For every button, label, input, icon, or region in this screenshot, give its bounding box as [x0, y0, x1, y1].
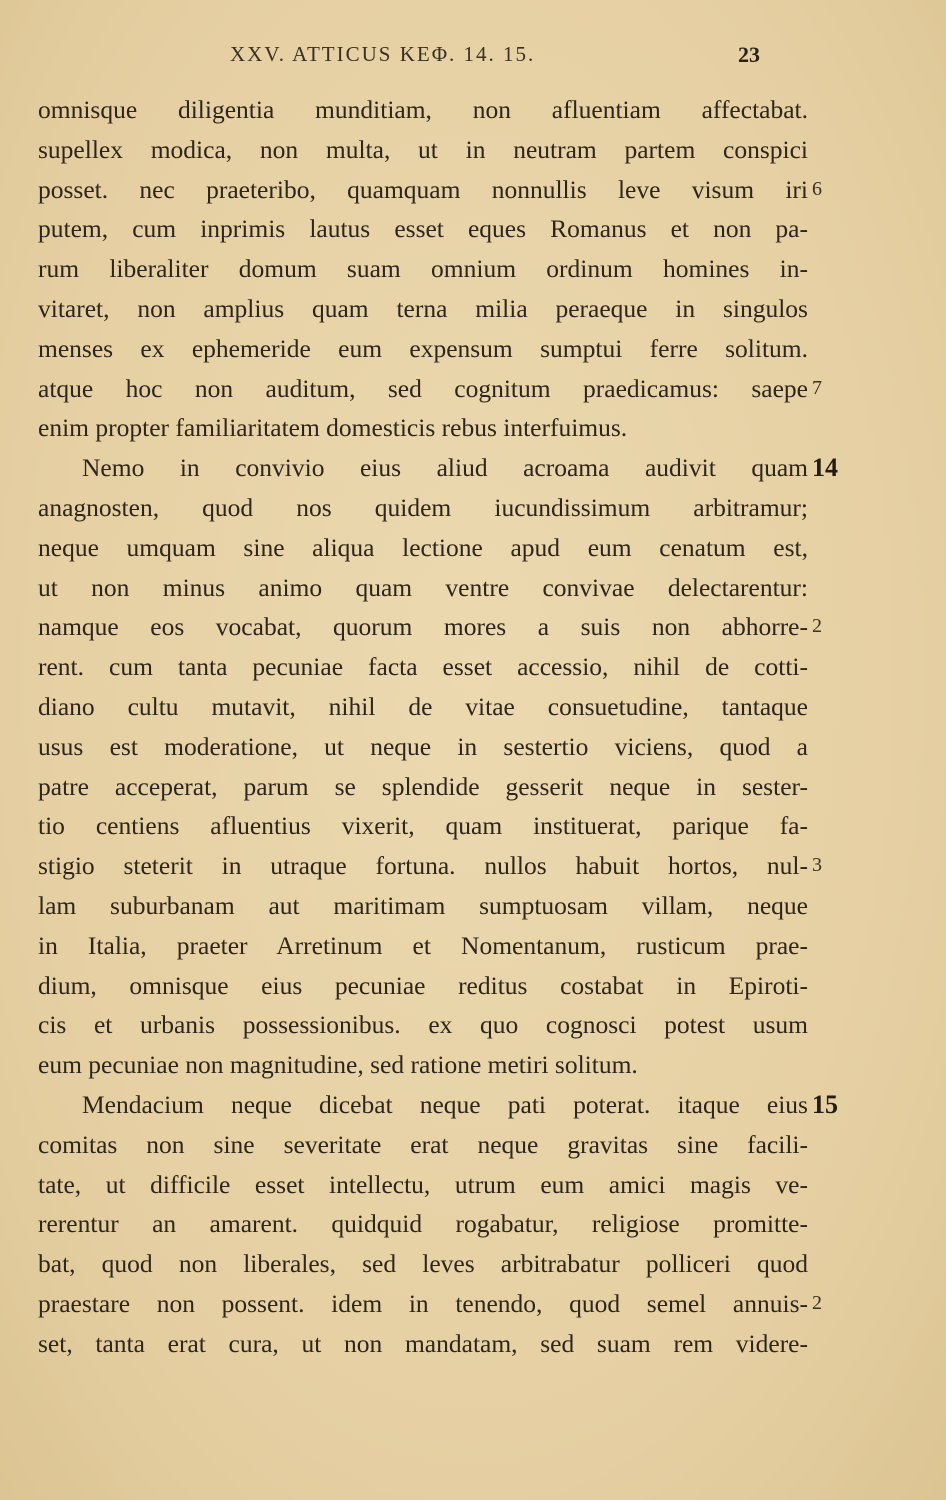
text-line	[38, 886, 808, 926]
line-text: usus est moderatione, ut neque in sestertio viciens, quod a	[38, 731, 808, 761]
text-line	[38, 806, 808, 846]
text-line	[38, 1125, 808, 1165]
section-number: 6	[812, 177, 822, 200]
line-text: dium, omnisque eius pecuniae reditus costabat in Epiroti-	[38, 970, 808, 1000]
line-text: posset. nec praeteribo, quamquam nonnullis leve visum iri	[38, 174, 808, 204]
text-line	[38, 926, 808, 966]
text-line	[38, 130, 808, 170]
line-text: diano cultu mutavit, nihil de vitae consuetudine, tantaque	[38, 691, 808, 721]
line-text: set, tanta erat cura, ut non mandatam, sed suam rem videre-	[38, 1328, 808, 1358]
line-text: tio centiens afluentius vixerit, quam instituerat, parique fa-	[38, 811, 808, 841]
page-header	[0, 42, 946, 72]
line-text: bat, quod non liberales, sed leves arbitrabatur polliceri quod	[38, 1249, 808, 1279]
line-text: atque hoc non auditum, sed cognitum praedicamus: saepe	[38, 373, 808, 403]
text-line	[38, 1244, 808, 1284]
line-text: lam suburbanam aut maritimam sumptuosam villam, neque	[38, 890, 808, 920]
body-text	[38, 90, 838, 1364]
line-text: cis et urbanis possessionibus. ex quo cognosci potest usum	[38, 1010, 808, 1040]
line-text: Mendacium neque dicebat neque pati poterat. itaque eius	[82, 1089, 808, 1119]
text-line	[38, 1085, 838, 1125]
line-text: in Italia, praeter Arretinum et Nomentanum, rusticum prae-	[38, 930, 808, 960]
page-number: 23	[738, 42, 760, 67]
text-line	[38, 448, 838, 488]
section-number: 3	[812, 854, 822, 877]
text-line	[38, 209, 808, 249]
text-line	[38, 607, 822, 647]
text-line	[38, 846, 822, 886]
text-line	[38, 1204, 808, 1244]
line-text: anagnosten, quod nos quidem iucundissimum arbitramur;	[38, 492, 808, 522]
line-text: namque eos vocabat, quorum mores a suis non abhorre-	[38, 612, 808, 642]
text-line	[38, 687, 808, 727]
line-text: omnisque diligentia munditiam, non afluentiam affectabat.	[38, 95, 808, 124]
line-text: stigio steterit in utraque fortuna. nullos habuit hortos, nul-	[38, 851, 808, 881]
text-line	[38, 369, 822, 409]
text-line	[38, 329, 808, 369]
line-text: tate, ut difficile esset intellectu, utrum eum amici magis ve-	[38, 1169, 808, 1199]
text-line	[38, 289, 808, 329]
line-text: rent. cum tanta pecuniae facta esset accessio, nihil de cotti-	[38, 652, 808, 682]
line-text: patre acceperat, parum se splendide gesserit neque in sester-	[38, 771, 808, 801]
line-text: ut non minus animo quam ventre convivae delectarentur:	[38, 572, 808, 602]
line-text: putem, cum inprimis lautus esset eques Romanus et non pa-	[38, 214, 808, 244]
line-text: supellex modica, non multa, ut in neutram partem conspici	[38, 134, 808, 164]
text-line	[38, 767, 808, 807]
text-line	[38, 1284, 822, 1324]
section-number: 2	[812, 615, 822, 638]
line-text: eum pecuniae non magnitudine, sed ratione metiri solitum.	[38, 1050, 638, 1080]
text-line	[38, 90, 808, 130]
text-line	[38, 528, 808, 568]
text-line	[38, 408, 808, 448]
chapter-number: 14	[812, 453, 838, 483]
line-text: rum liberaliter domum suam omnium ordinum homines in-	[38, 254, 808, 284]
text-line	[38, 1045, 808, 1085]
text-line	[38, 1165, 808, 1205]
chapter-number: 15	[812, 1089, 838, 1119]
line-text: neque umquam sine aliqua lectione apud eum cenatum est,	[38, 532, 808, 562]
text-line	[38, 249, 808, 289]
line-text: praestare non possent. idem in tenendo, quod semel annuis-	[38, 1288, 808, 1318]
running-head: XXV. ATTICUS ΚΕΦ. 14. 15.	[230, 42, 536, 66]
text-line	[38, 1324, 808, 1364]
text-line	[38, 488, 808, 528]
line-text: vitaret, non amplius quam terna milia peraeque in singulos	[38, 293, 808, 323]
section-number: 2	[812, 1291, 822, 1314]
line-text: comitas non sine severitate erat neque gravitas sine facili-	[38, 1129, 808, 1159]
text-line	[38, 568, 808, 608]
line-text: rerentur an amarent. quidquid rogabatur, religiose promitte-	[38, 1209, 808, 1239]
section-number: 7	[812, 376, 822, 399]
line-text: Nemo in convivio eius aliud acroama audivit quam	[82, 453, 808, 483]
text-line	[38, 170, 822, 210]
text-line	[38, 1005, 808, 1045]
text-line	[38, 647, 808, 687]
line-text: menses ex ephemeride eum expensum sumptui ferre solitum.	[38, 333, 808, 363]
line-text: enim propter familiaritatem domesticis rebus interfuimus.	[38, 413, 628, 443]
text-line	[38, 727, 808, 767]
text-line	[38, 966, 808, 1006]
